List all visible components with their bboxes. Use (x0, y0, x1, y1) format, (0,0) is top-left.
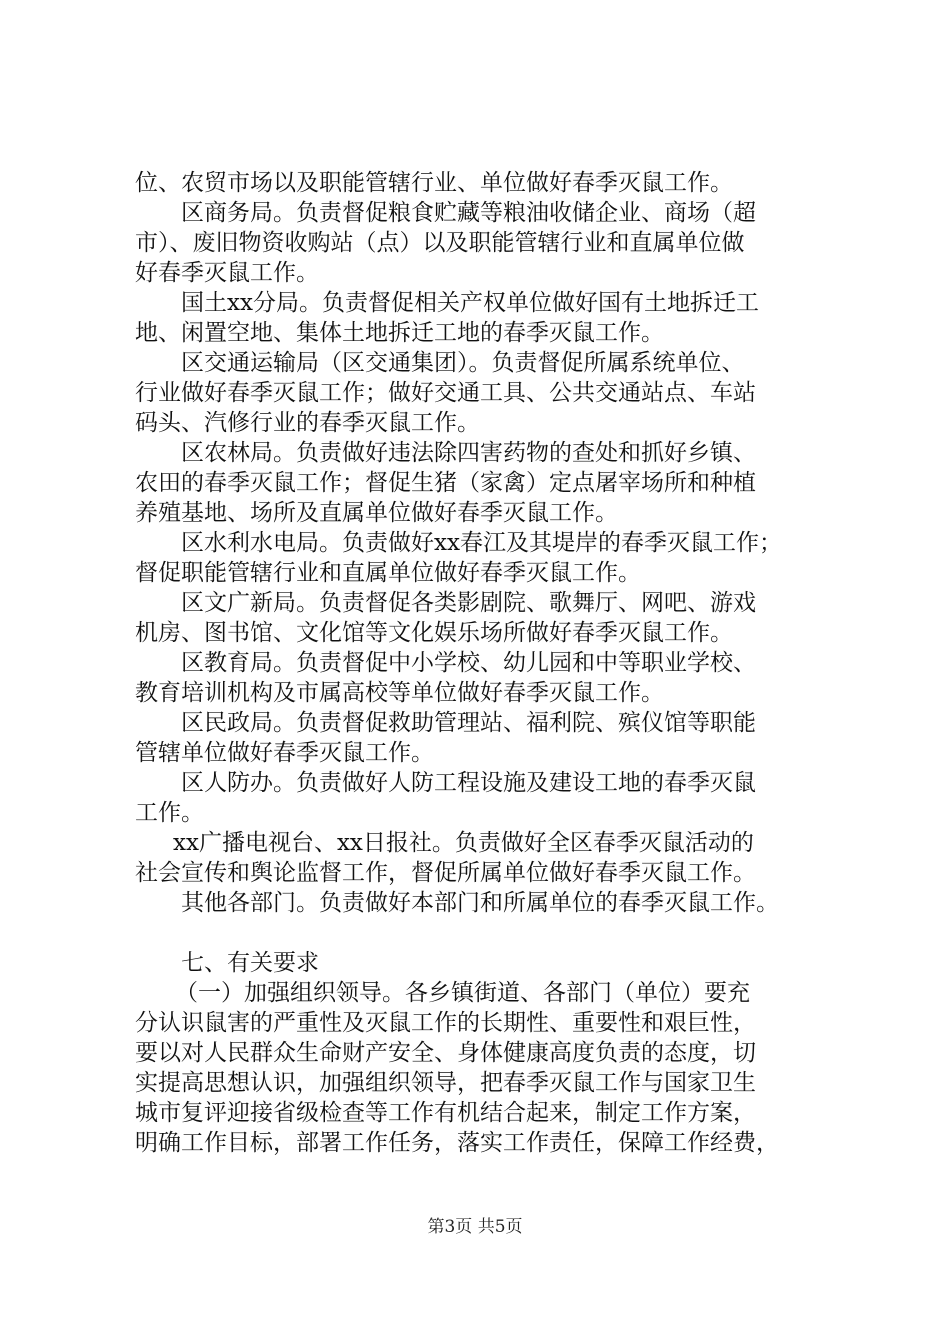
text-line: 区水利水电局。负责做好xx春江及其堤岸的春季灭鼠工作； (181, 530, 782, 556)
text-line: 行业做好春季灭鼠工作；做好交通工具、公共交通站点、车站 (135, 380, 756, 406)
text-line: 区交通运输局（区交通集团）。负责督促所属系统单位、 (181, 350, 745, 376)
page-number-footer: 第3页 共5页 (427, 1217, 523, 1237)
text-line: 国土xx分局。负责督促相关产权单位做好国有土地拆迁工 (181, 290, 759, 316)
text-line: 地、闲置空地、集体土地拆迁工地的春季灭鼠工作。 (135, 320, 664, 346)
text-line: （一）加强组织领导。各乡镇街道、各部门（单位）要充 (175, 980, 750, 1006)
text-line: 明确工作目标，部署工作任务，落实工作责任，保障工作经费， (135, 1130, 779, 1156)
text-line: 码头、汽修行业的春季灭鼠工作。 (135, 410, 480, 436)
text-line: 区文广新局。负责督促各类影剧院、歌舞厅、网吧、游戏 (181, 590, 756, 616)
text-line: 市）、废旧物资收购站（点）以及职能管辖行业和直属单位做 (135, 230, 745, 256)
text-line: 分认识鼠害的严重性及灭鼠工作的长期性、重要性和艰巨性， (135, 1010, 756, 1036)
text-line: 养殖基地、场所及直属单位做好春季灭鼠工作。 (135, 500, 618, 526)
document-body (135, 168, 847, 1158)
paragraph-gap (135, 918, 847, 948)
text-line: 区教育局。负责督促中小学校、幼儿园和中等职业学校、 (181, 650, 756, 676)
text-line: 区人防办。负责做好人防工程设施及建设工地的春季灭鼠 (181, 770, 756, 796)
text-line: 位、农贸市场以及职能管辖行业、单位做好春季灭鼠工作。 (135, 170, 733, 196)
text-line: 要以对人民群众生命财产安全、身体健康高度负责的态度，切 (135, 1040, 756, 1066)
text-line: 区商务局。负责督促粮食贮藏等粮油收储企业、商场（超 (181, 200, 756, 226)
text-line: 工作。 (135, 800, 204, 826)
text-line: xx广播电视台、xx日报社。负责做好全区春季灭鼠活动的 (173, 830, 754, 856)
text-line: 区民政局。负责督促救助管理站、福利院、殡仪馆等职能 (181, 710, 756, 736)
text-line: 其他各部门。负责做好本部门和所属单位的春季灭鼠工作。 (181, 890, 779, 916)
text-line: 督促职能管辖行业和直属单位做好春季灭鼠工作。 (135, 560, 641, 586)
text-line: 区农林局。负责做好违法除四害药物的查处和抓好乡镇、 (181, 440, 756, 466)
text-line: 农田的春季灭鼠工作；督促生猪（家禽）定点屠宰场所和种植 (135, 470, 756, 496)
text-line: 城市复评迎接省级检查等工作有机结合起来，制定工作方案， (135, 1100, 756, 1126)
text-line: 教育培训机构及市属高校等单位做好春季灭鼠工作。 (135, 680, 664, 706)
text-line: 管辖单位做好春季灭鼠工作。 (135, 740, 434, 766)
text-line: 机房、图书馆、文化馆等文化娱乐场所做好春季灭鼠工作。 (135, 620, 733, 646)
text-line: 社会宣传和舆论监督工作，督促所属单位做好春季灭鼠工作。 (135, 860, 756, 886)
section-heading: 七、有关要求 (181, 950, 319, 976)
text-line: 好春季灭鼠工作。 (135, 260, 319, 286)
text-line: 实提高思想认识，加强组织领导，把春季灭鼠工作与国家卫生 (135, 1070, 756, 1096)
